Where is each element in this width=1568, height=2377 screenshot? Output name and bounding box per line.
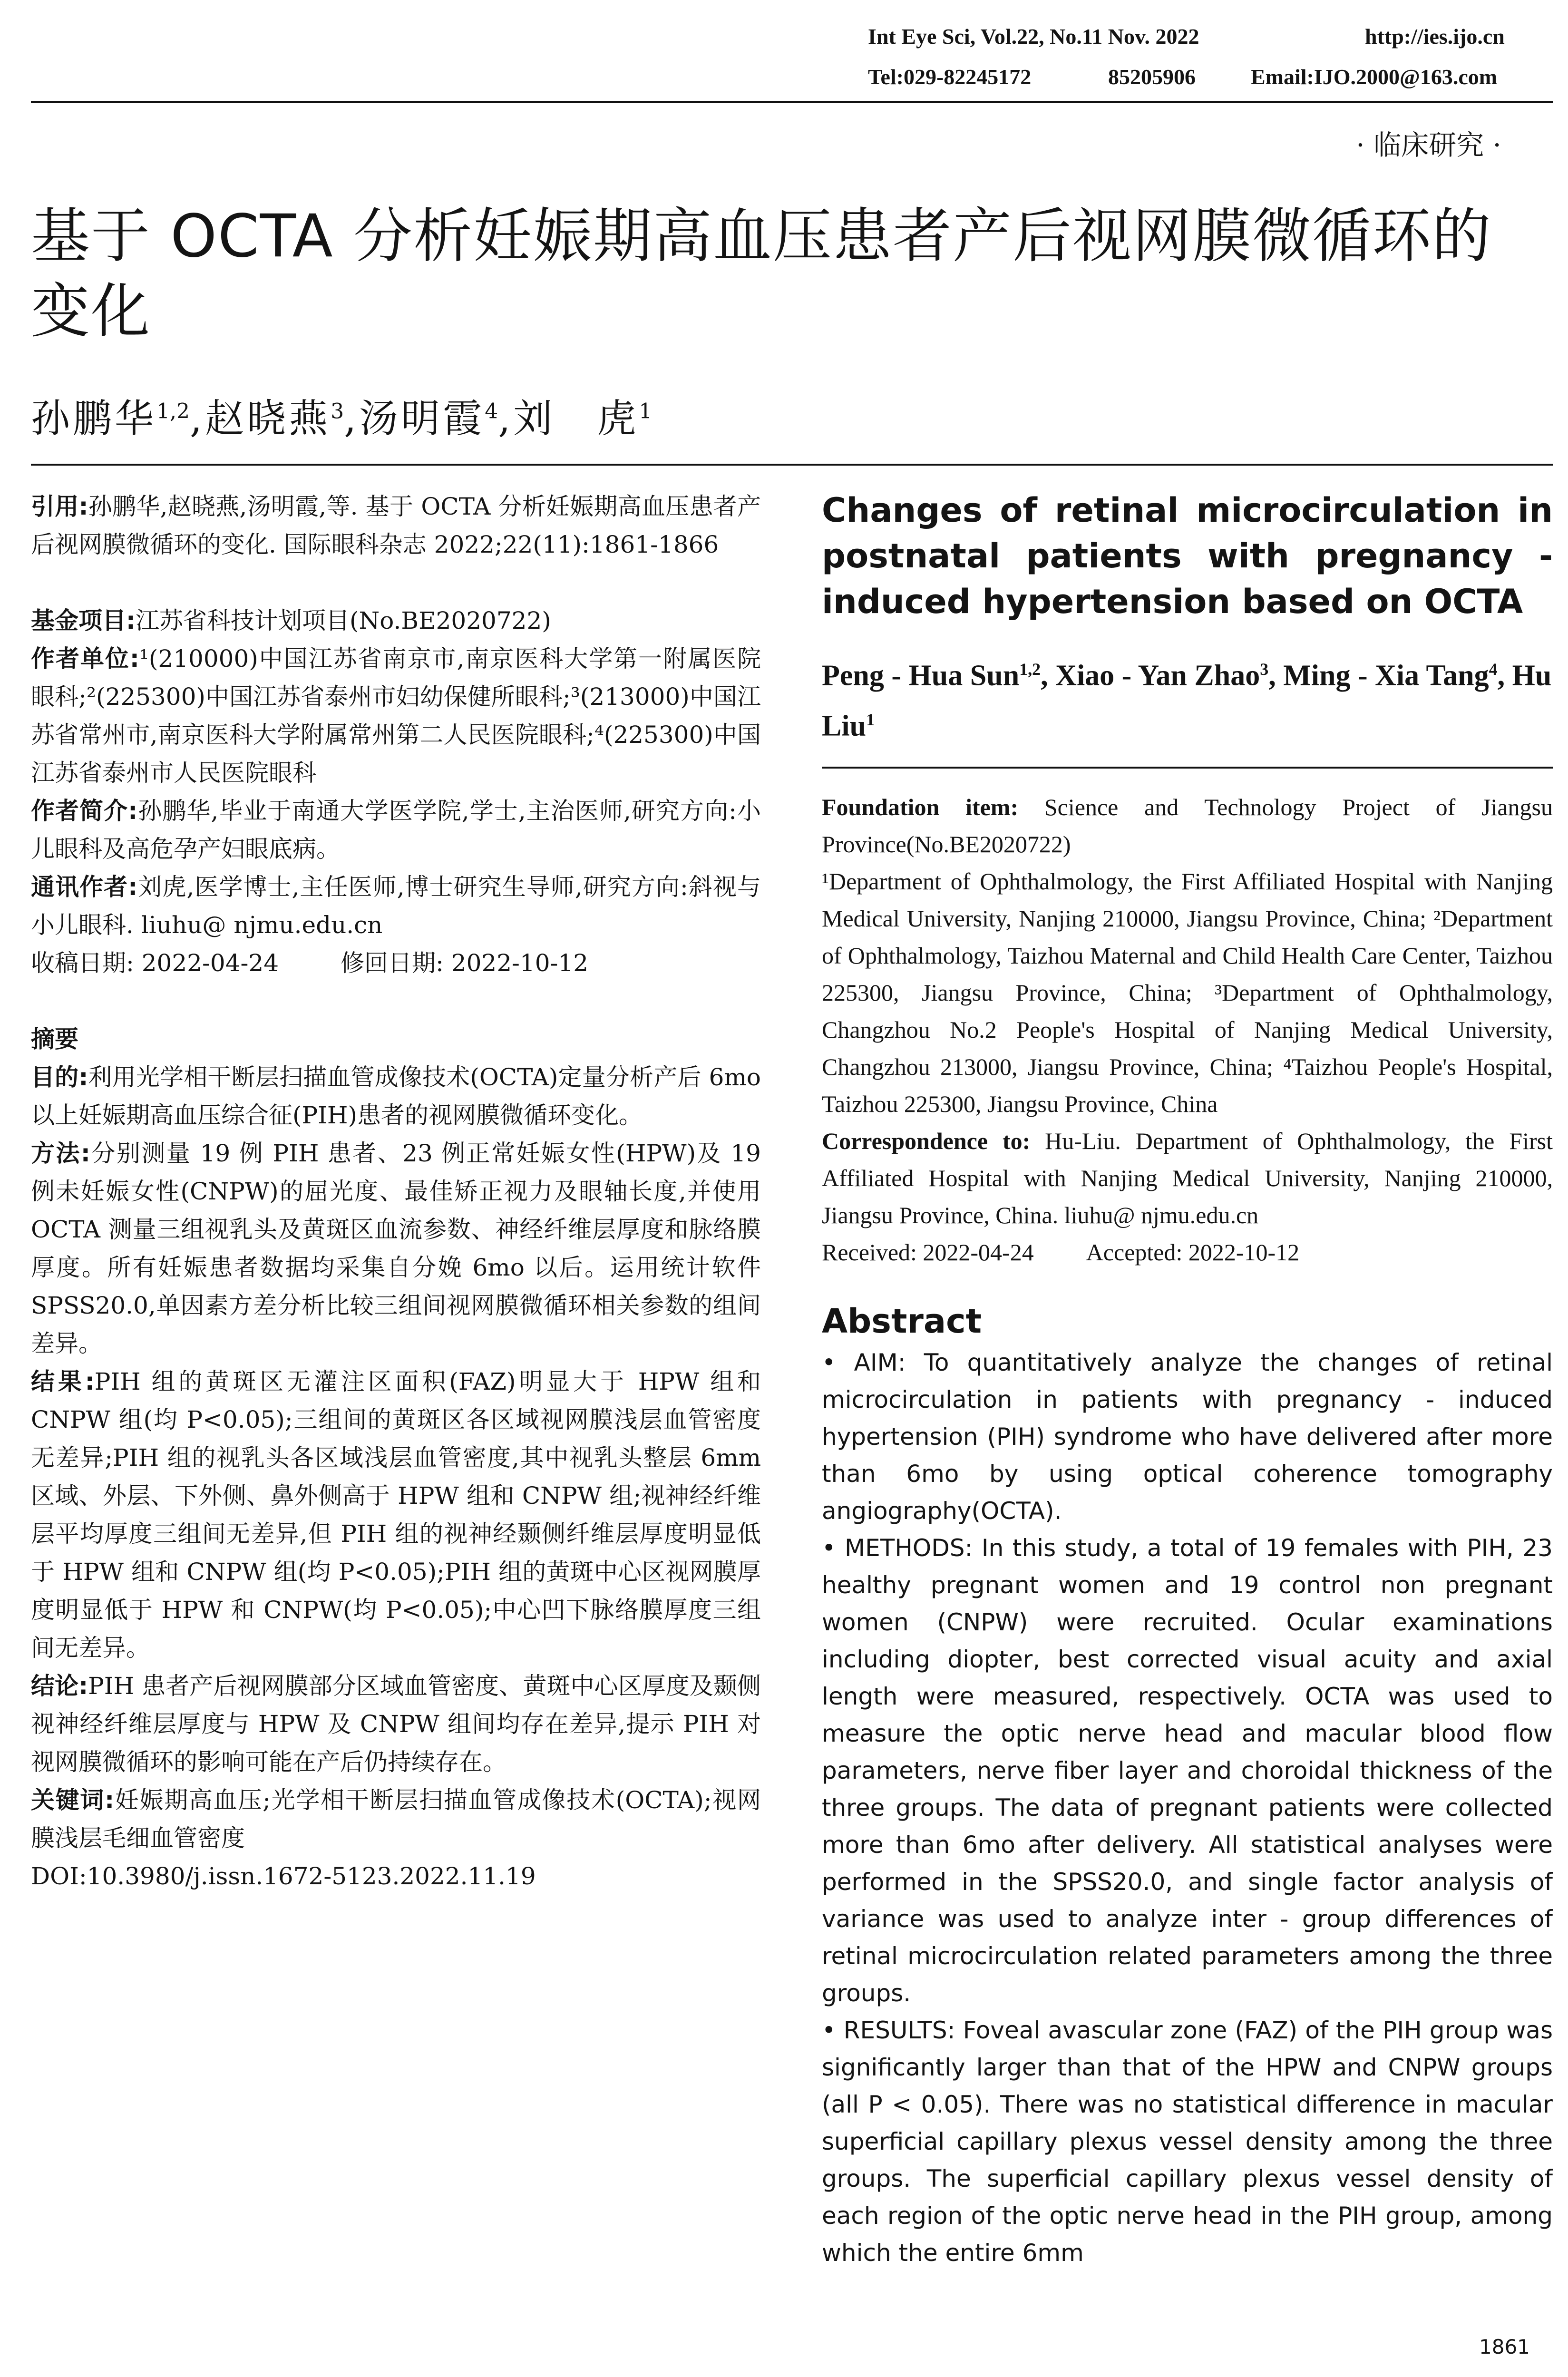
author-affiliation-mark: 1,2	[1019, 660, 1041, 679]
author-name: 汤明霞	[359, 396, 485, 441]
author-affiliation-mark: 3	[331, 399, 344, 424]
fund-text: 江苏省科技计划项目(No.BE2020722)	[136, 607, 551, 634]
foundation-en	[822, 789, 1553, 863]
affil-label: 作者单位:	[31, 645, 139, 672]
author-affiliation-mark: 1	[866, 710, 875, 729]
results-en: • RESULTS: Foveal avascular zone (FAZ) of the PIH group was significantly larger than that of the HPW and CNPW groups (all P < 0.05). There was no statistical difference in macular superficial capillary plexus vessel density among the three groups. The superficial capillary plexus vessel density of each region of the optic nerve head in the PIH group, among which the entire 6mm	[822, 2017, 1553, 2267]
dates-cn	[31, 944, 761, 982]
objective	[31, 1058, 761, 1134]
author-separator: ,	[498, 396, 514, 441]
doi[interactable]: DOI:10.3980/j.issn.1672-5123.2022.11.19	[31, 1862, 536, 1890]
received-date-en: Received: 2022-04-24	[822, 1239, 1034, 1266]
author-affiliation-mark: 3	[1260, 660, 1269, 679]
author-name-en: Peng - Hua Sun	[822, 659, 1020, 692]
conclusion-text: PIH 患者产后视网膜部分区域血管密度、黄斑中心区厚度及颞侧视神经纤维层厚度与 HPW 及 CNPW 组间均存在差异,提示 PIH 对视网膜微循环的影响可能在产后仍持续存在。	[31, 1672, 761, 1776]
author-bio	[31, 792, 761, 868]
author-separator: ,	[1041, 659, 1056, 692]
fund	[31, 602, 761, 640]
conclusion-label: 结论:	[31, 1672, 88, 1700]
authors-cn	[31, 388, 652, 443]
affil-text: ¹(210000)中国江苏省南京市,南京医科大学第一附属医院眼科;²(225300)中国江苏省泰州市妇幼保健所眼科;³(213000)中国江苏省常州市,南京医科大学附属常州第二人民医院眼科;⁴(225300)中国江苏省泰州市人民医院眼科	[31, 645, 761, 787]
keywords-label: 关键词:	[31, 1786, 115, 1814]
english-title: Changes of retinal microcirculation in postnatal patients with pregnancy - induced hypertension based on OCTA	[822, 491, 1553, 621]
conclusion-cn	[31, 1667, 761, 1781]
author-name-en: Xiao - Yan Zhao	[1055, 659, 1260, 692]
author-affiliation-mark: 4	[485, 399, 498, 424]
objective-text: 利用光学相干断层扫描血管成像技术(OCTA)定量分析产后 6mo 以上妊娠期高血压综合征(PIH)患者的视网膜微循环变化。	[31, 1063, 761, 1129]
aim-en: • AIM: To quantitatively analyze the changes of retinal microcirculation in patients with pregnancy - induced hypertension (PIH) syndrome who have delivered after more than 6mo by using optical coherence tomography angiography(OCTA).	[822, 1349, 1553, 1525]
foundation-label: Foundation item:	[822, 794, 1019, 821]
english-divider	[822, 767, 1553, 769]
article-title: 基于 OCTA 分析妊娠期高血压患者产后视网膜微循环的变化	[31, 202, 1492, 346]
corr-text: 刘虎,医学博士,主任医师,博士研究生导师,研究方向:斜视与小儿眼科. liuhu@ njmu.edu.cn	[31, 873, 761, 939]
keywords-cn	[31, 1781, 761, 1857]
results-text: PIH 组的黄斑区无灌注区面积(FAZ)明显大于 HPW 组和 CNPW 组(均 P<0.05);三组间的黄斑区各区域视网膜浅层血管密度无差异;PIH 组的视乳头各区域浅层血管密度,其中视乳头整层 6mm 区域、外层、下外侧、鼻外侧高于 HPW 组和 CNPW 组;视神经纤维层平均厚度三组间无差异,但 PIH 组的视神经颞侧纤维层厚度明显低于 HPW 组和 CNPW 组(均 P<0.05);PIH 组的黄斑中心区视网膜厚度明显低于 HPW 和 CNPW(均 P<0.05);中心凹下脉络膜厚度三组间无差异。	[31, 1368, 761, 1662]
title-divider	[31, 464, 1553, 466]
correspondence-cn	[31, 868, 761, 944]
abstract-en	[822, 1344, 1553, 2271]
correspondence-en	[822, 1122, 1553, 1234]
journal-email[interactable]: Email:IJO.2000@163.com	[1251, 65, 1498, 89]
journal-tel-2: 85205906	[1108, 65, 1196, 89]
methods-cn	[31, 1134, 761, 1363]
section-tag: · 临床研究 ·	[1356, 129, 1501, 161]
dates-en	[822, 1234, 1553, 1271]
english-metadata	[822, 789, 1553, 1271]
methods-text: 分别测量 19 例 PIH 患者、23 例正常妊娠女性(HPW)及 19 例未妊娠女性(CNPW)的屈光度、最佳矫正视力及眼轴长度,并使用 OCTA 测量三组视乳头及黄斑区血流参数、神经纤维层厚度和脉络膜厚度。所有妊娠患者数据均采集自分娩 6mo 以后。运用统计软件 SPSS20.0,单因素方差分析比较三组间视网膜微循环相关参数的组间差异。	[31, 1140, 761, 1357]
citation-text: 孙鹏华,赵晓燕,汤明霞,等. 基于 OCTA 分析妊娠期高血压患者产后视网膜微循环的变化. 国际眼科杂志 2022;22(11):1861-1866	[31, 493, 761, 558]
revised-date: 修回日期: 2022-10-12	[341, 949, 589, 977]
methods-en: • METHODS: In this study, a total of 19 females with PIH, 23 healthy pregnant women and 19 control non pregnant women (CNPW) were recruited. Ocular examinations including diopter, best corrected visual acuity and axial length were measured, respectively. OCTA was used to measure the optic nerve head and macular blood flow parameters, nerve fiber layer and choroidal thickness of the three groups. The data of pregnant patients were collected more than 6mo after delivery. All statistical analyses were performed in the SPSS20.0, and single factor analysis of variance was used to analyze inter - group differences of retinal microcirculation related parameters among the three groups.	[822, 1534, 1553, 2007]
corr-label: 通讯作者:	[31, 873, 138, 901]
correspondence-text: Hu-Liu. Department of Ophthalmology, the First Affiliated Hospital with Nanjing Medical University, Nanjing 210000, Jiangsu Province, China. liuhu@ njmu.edu.cn	[822, 1128, 1553, 1229]
fund-label: 基金项目:	[31, 607, 136, 634]
header-rule	[31, 101, 1553, 103]
author-affiliation-mark: 1	[639, 399, 653, 424]
citation-label: 引用:	[31, 493, 88, 520]
bio-label: 作者简介:	[31, 797, 138, 825]
author-affiliation-mark: 1,2	[156, 399, 190, 424]
bio-text: 孙鹏华,毕业于南通大学医学院,学士,主治医师,研究方向:小儿眼科及高危孕产妇眼底病。	[31, 797, 761, 863]
left-column	[31, 487, 761, 1895]
objective-label: 目的:	[31, 1063, 88, 1091]
abstract-heading-cn: 摘要	[31, 1025, 78, 1053]
author-separator: ,	[1497, 659, 1512, 692]
received-date: 收稿日期: 2022-04-24	[31, 949, 279, 977]
affiliations-cn	[31, 640, 761, 792]
author-separator: ,	[344, 396, 360, 441]
author-affiliation-mark: 4	[1489, 660, 1498, 679]
author-separator: ,	[190, 396, 205, 441]
methods-label: 方法:	[31, 1140, 90, 1167]
journal-tel: Tel:029-82245172	[868, 65, 1032, 89]
author-name: 孙鹏华	[31, 396, 157, 441]
authors-en	[822, 647, 1553, 748]
author-name-en: Hu Liu	[822, 659, 1552, 742]
results-cn	[31, 1363, 761, 1667]
author-name: 赵晓燕	[205, 396, 331, 441]
affiliations-en: ¹Department of Ophthalmology, the First Affiliated Hospital with Nanjing Medical University, Nanjing 210000, Jiangsu Province, China; ²Department of Ophthalmology, Taizhou Maternal and Child Health Care Center, Taizhou 225300, Jiangsu Province, China; ³Department of Ophthalmology, Changzhou No.2 People's Hospital of Nanjing Medical University, Changzhou 213000, Jiangsu Province, China; ⁴Taizhou People's Hospital, Taizhou 225300, Jiangsu Province, China	[822, 868, 1553, 1118]
author-name: 刘 虎	[513, 396, 639, 441]
author-name-en: Ming - Xia Tang	[1283, 659, 1489, 692]
foundation-text: Science and Technology Project of Jiangsu Province(No.BE2020722)	[822, 794, 1553, 858]
results-label: 结果:	[31, 1368, 95, 1395]
journal-website[interactable]: http://ies.ijo.cn	[1365, 24, 1505, 49]
right-column	[822, 487, 1553, 2271]
citation	[31, 487, 761, 564]
author-separator: ,	[1268, 659, 1284, 692]
abstract-heading-en: Abstract	[822, 1302, 982, 1341]
journal-info: Int Eye Sci, Vol.22, No.11 Nov. 2022	[868, 24, 1199, 49]
accepted-date-en: Accepted: 2022-10-12	[1086, 1239, 1300, 1266]
keywords-text: 妊娠期高血压;光学相干断层扫描血管成像技术(OCTA);视网膜浅层毛细血管密度	[31, 1786, 761, 1852]
page-number: 1861	[1479, 2335, 1530, 2358]
correspondence-label: Correspondence to:	[822, 1128, 1031, 1155]
